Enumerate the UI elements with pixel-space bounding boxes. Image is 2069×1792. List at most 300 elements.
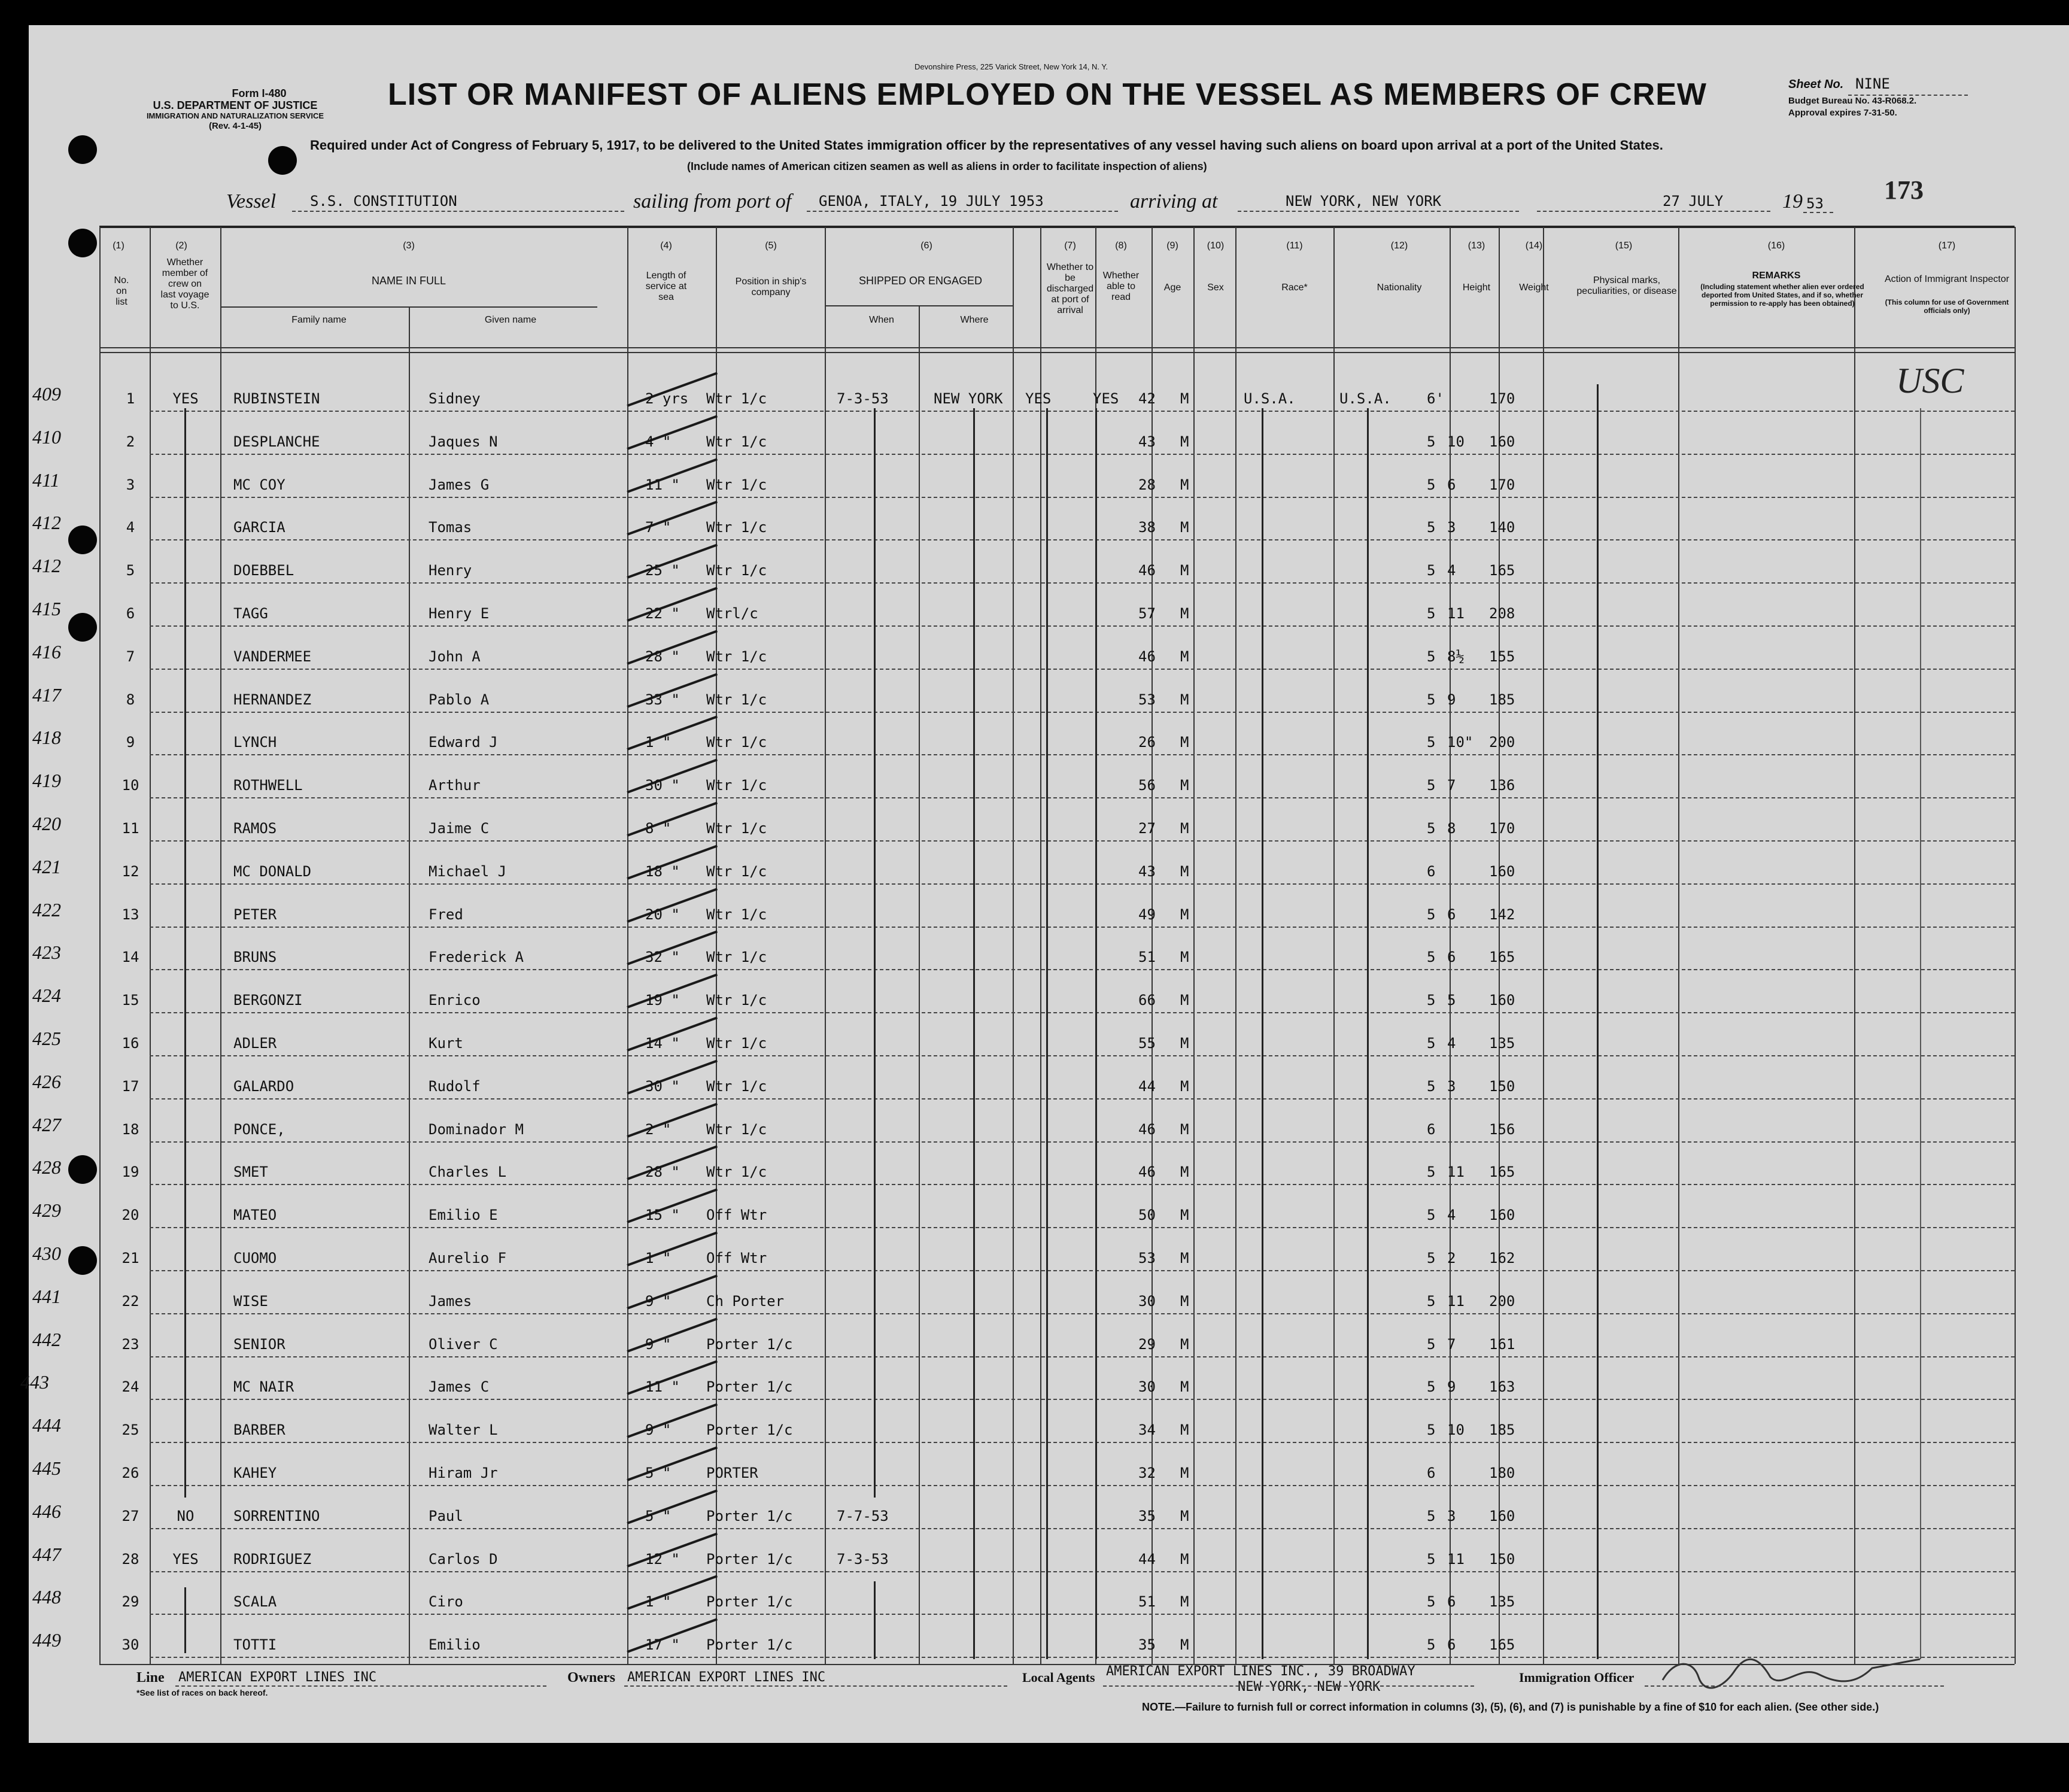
cell-position: Porter 1/c: [706, 1422, 793, 1439]
cell-weight: 185: [1489, 1422, 1515, 1439]
cell-sex: M: [1180, 1465, 1189, 1481]
cell-family: HERNANDEZ: [233, 691, 312, 708]
reference-number: 423: [32, 941, 61, 964]
col16-header: REMARKS: [1752, 271, 1801, 281]
col6-number: (6): [920, 241, 932, 251]
cell-age: 28: [1138, 476, 1156, 493]
cell-family: CUOMO: [233, 1250, 277, 1266]
cell-position: Wtr 1/c: [706, 1077, 767, 1095]
sailing-label: sailing from port of: [633, 190, 792, 212]
cell-service: 5 ": [645, 1465, 672, 1481]
cell-disch: YES: [1025, 390, 1052, 407]
cell-family: PONCE,: [233, 1120, 285, 1138]
table-row: [29, 1105, 2069, 1149]
cell-service: 11 ": [645, 1378, 680, 1396]
cell-position: Wtr 1/c: [706, 691, 767, 708]
cell-no: 24: [121, 1378, 139, 1396]
col14-number: (14): [1525, 241, 1543, 251]
cell-position: Wtr 1/c: [706, 777, 767, 794]
cell-sex: M: [1180, 992, 1189, 1009]
penalty-note: NOTE.—Failure to furnish full or correct information in columns (3), (5), (6), and (7) is punishable by a fine of $10 for each alien. (See other side.): [1142, 1701, 1879, 1713]
table-row: [29, 1578, 2069, 1621]
col7-number: (7): [1064, 241, 1076, 251]
cell-service: 30 ": [645, 1077, 680, 1095]
cell-family: MC DONALD: [233, 862, 312, 880]
cell-hin: 8: [1447, 820, 1456, 837]
cell-hin: 6: [1447, 949, 1456, 966]
cell-family: RUBINSTEIN: [233, 390, 320, 407]
cell-hin: 4: [1447, 562, 1456, 579]
cell-age: 56: [1138, 777, 1156, 794]
cell-position: Wtr 1/c: [706, 820, 767, 837]
col14-header: Weight: [1519, 283, 1549, 293]
cell-age: 51: [1138, 1593, 1156, 1611]
cell-hin: 9: [1447, 691, 1456, 708]
cell-sex: M: [1180, 433, 1189, 450]
cell-weight: 200: [1489, 1292, 1515, 1310]
cell-service: 2 ": [645, 1120, 672, 1138]
cell-hft: 6': [1427, 390, 1444, 407]
cell-position: Porter 1/c: [706, 1550, 793, 1568]
cell-service: 7 ": [645, 519, 672, 536]
cell-hft: 6: [1427, 1465, 1436, 1481]
table-row: [29, 1449, 2069, 1492]
cell-family: TOTTI: [233, 1636, 277, 1654]
cell-age: 38: [1138, 519, 1156, 536]
table-row: [29, 848, 2069, 891]
cell-age: 27: [1138, 820, 1156, 837]
cell-family: SMET: [233, 1164, 268, 1181]
cell-family: BARBER: [233, 1422, 285, 1439]
inspector-initials: USC: [1896, 361, 1964, 400]
cell-hft: 5: [1427, 433, 1436, 450]
cell-position: Porter 1/c: [706, 1593, 793, 1611]
officer-label: Immigration Officer: [1519, 1670, 1634, 1685]
punch-hole: [68, 135, 97, 164]
cell-sex: M: [1180, 1378, 1189, 1396]
cell-hft: 5: [1427, 734, 1436, 751]
table-row: [29, 1019, 2069, 1062]
table-row: [29, 418, 2069, 461]
cell-hft: 5: [1427, 1077, 1436, 1095]
cell-weight: 150: [1489, 1077, 1515, 1095]
cell-when: 7-3-53: [837, 1550, 889, 1568]
reference-number: 416: [32, 640, 61, 663]
cell-given: Jaime C: [429, 820, 490, 837]
cell-hin: 6: [1447, 1593, 1456, 1611]
table-row: [20, 1363, 2069, 1406]
cell-no: 19: [121, 1164, 139, 1181]
cell-service: 4 ": [645, 433, 672, 450]
cell-hft: 5: [1427, 562, 1436, 579]
col8-number: (8): [1115, 241, 1127, 251]
cell-age: 57: [1138, 605, 1156, 622]
cell-service: 9 ": [645, 1335, 672, 1353]
col7-header: Whether to be discharged at port of arrival: [1046, 262, 1094, 315]
col6-where-header: Where: [960, 315, 989, 325]
col6-when-header: When: [869, 315, 894, 325]
cell-no: 12: [121, 862, 139, 880]
cell-no: 4: [126, 519, 135, 536]
cell-no: 8: [126, 691, 135, 708]
cell-family: MATEO: [233, 1207, 277, 1224]
cell-given: Pablo A: [429, 691, 490, 708]
reference-number: 421: [32, 855, 61, 877]
cell-age: 66: [1138, 992, 1156, 1009]
col17-number: (17): [1938, 241, 1956, 251]
col3-given-header: Given name: [484, 315, 537, 325]
table-row: [29, 633, 2069, 676]
reference-number: 445: [32, 1457, 61, 1479]
cell-service: 25 ": [645, 562, 680, 579]
cell-position: Porter 1/c: [706, 1636, 793, 1654]
cell-hin: 11: [1447, 1164, 1465, 1181]
cell-service: 2 yrs: [645, 390, 689, 407]
cell-family: RAMOS: [233, 820, 277, 837]
cell-age: 30: [1138, 1292, 1156, 1310]
cell-service: 20 ": [645, 906, 680, 923]
col3-family-header: Family name: [291, 315, 347, 325]
cell-hft: 6: [1427, 1120, 1436, 1138]
reference-number: 415: [32, 598, 61, 619]
cell-weight: 140: [1489, 519, 1515, 536]
reference-number: 446: [32, 1500, 61, 1522]
cell-weight: 156: [1489, 1120, 1515, 1138]
cell-hft: 5: [1427, 519, 1436, 536]
cell-weight: 160: [1489, 1207, 1515, 1224]
cell-service: 32 ": [645, 949, 680, 966]
cell-hft: 5: [1427, 476, 1436, 493]
cell-family: LYNCH: [233, 734, 277, 751]
col10-number: (10): [1207, 241, 1225, 251]
cell-given: Emilio: [429, 1636, 481, 1654]
cell-given: James G: [429, 476, 490, 493]
reference-number: 426: [32, 1070, 61, 1092]
cell-age: 29: [1138, 1335, 1156, 1353]
cell-sex: M: [1180, 1335, 1189, 1353]
cell-position: Ch Porter: [706, 1292, 785, 1310]
service: IMMIGRATION AND NATURALIZATION SERVICE: [146, 111, 324, 120]
col13-number: (13): [1468, 241, 1485, 251]
cell-given: Michael J: [429, 862, 507, 880]
reference-number: 425: [32, 1028, 61, 1049]
punch-hole: [268, 146, 297, 175]
cell-family: ROTHWELL: [233, 777, 303, 794]
cell-position: Off Wtr: [706, 1250, 767, 1266]
col3-header: NAME IN FULL: [371, 275, 446, 287]
cell-sex: M: [1180, 1250, 1189, 1266]
col6-header: SHIPPED OR ENGAGED: [858, 275, 983, 287]
cell-position: Porter 1/c: [706, 1378, 793, 1396]
table-row: [29, 1406, 2069, 1449]
cell-no: 20: [121, 1207, 139, 1224]
cell-weight: 160: [1489, 862, 1515, 880]
cell-age: 44: [1138, 1550, 1156, 1568]
cell-weight: 165: [1489, 1164, 1515, 1181]
printer-credit: Devonshire Press, 225 Varick Street, New York 14, N. Y.: [915, 62, 1108, 71]
cell-service: 14 ": [645, 1035, 680, 1052]
cell-given: Edward J: [429, 734, 498, 751]
cell-given: Carlos D: [429, 1550, 498, 1568]
cell-family: MC NAIR: [233, 1378, 294, 1396]
cell-weight: 160: [1489, 433, 1515, 450]
col1-header: No. on list: [114, 275, 129, 307]
col17-subheader: (This column for use of Government officials only): [1885, 298, 2009, 315]
col15-number: (15): [1615, 241, 1633, 251]
col4-header: Length of service at sea: [645, 271, 687, 302]
cell-sex: M: [1180, 906, 1189, 923]
table-row: [29, 933, 2069, 976]
cell-when: 7-7-53: [837, 1507, 889, 1524]
cell-weight: 160: [1489, 1507, 1515, 1524]
cell-given: Hiram Jr: [429, 1465, 498, 1481]
cell-no: 23: [121, 1335, 139, 1353]
cell-family: DOEBBEL: [233, 562, 294, 579]
col11-header: Race*: [1281, 283, 1308, 293]
cell-family: ADLER: [233, 1035, 277, 1052]
cell-family: MC COY: [233, 476, 285, 493]
subtitle-note: (Include names of American citizen seamen as well as aliens in order to facilitate inspection of aliens): [687, 160, 1207, 172]
cell-given: Oliver C: [429, 1335, 498, 1353]
reference-number: 449: [32, 1629, 61, 1651]
cell-weight: 155: [1489, 648, 1515, 665]
cell-no: 11: [121, 820, 139, 837]
cell-hft: 5: [1427, 949, 1436, 966]
cell-hin: 7: [1447, 777, 1456, 794]
cell-position: Wtr 1/c: [706, 648, 767, 665]
cell-service: 1 ": [645, 1593, 672, 1611]
budget-bureau: Budget Bureau No. 43-R068.2.: [1788, 96, 1917, 106]
cell-weight: 185: [1489, 691, 1515, 708]
cell-weight: 208: [1489, 605, 1515, 622]
cell-family: DESPLANCHE: [233, 433, 320, 450]
reference-number: 429: [32, 1199, 61, 1222]
cell-no: 10: [121, 777, 139, 794]
cell-position: Porter 1/c: [706, 1507, 793, 1524]
cell-given: John A: [429, 648, 481, 665]
cell-given: Sidney: [429, 390, 481, 407]
cell-age: 34: [1138, 1422, 1156, 1439]
cell-given: Ciro: [429, 1593, 463, 1611]
cell-sex: M: [1180, 605, 1189, 622]
cell-sex: M: [1180, 1507, 1189, 1524]
table-row: [29, 804, 2069, 848]
cell-service: 1 ": [645, 734, 672, 751]
reference-number: 420: [32, 813, 61, 834]
table-row: [29, 461, 2069, 504]
cell-sex: M: [1180, 1593, 1189, 1611]
reference-number: 428: [32, 1156, 61, 1179]
cell-service: 5 ": [645, 1507, 672, 1524]
cell-position: PORTER: [706, 1465, 758, 1481]
cell-weight: 180: [1489, 1465, 1515, 1481]
cell-hft: 5: [1427, 820, 1436, 837]
cell-age: 46: [1138, 1120, 1156, 1138]
cell-sex: M: [1180, 562, 1189, 579]
reference-number: 409: [32, 383, 61, 405]
cell-age: 46: [1138, 562, 1156, 579]
cell-hft: 5: [1427, 1207, 1436, 1224]
reference-number: 419: [32, 770, 61, 792]
cell-position: Wtr 1/c: [706, 734, 767, 751]
owners-label: Owners: [567, 1670, 615, 1685]
cell-sex: M: [1180, 476, 1189, 493]
reference-number: 430: [32, 1243, 61, 1264]
cell-given: Jaques N: [429, 433, 498, 450]
cell-service: 28 ": [645, 648, 680, 665]
cell-hft: 5: [1427, 1292, 1436, 1310]
cell-hin: 5: [1447, 992, 1456, 1009]
line-value: AMERICAN EXPORT LINES INC: [178, 1670, 377, 1685]
cell-service: 33 ": [645, 691, 680, 708]
cell-position: Wtr 1/c: [706, 906, 767, 923]
cell-hin: 11: [1447, 1550, 1465, 1568]
cell-no: 30: [121, 1636, 139, 1654]
cell-weight: 135: [1489, 1593, 1515, 1611]
cell-no: 1: [126, 390, 135, 407]
cell-given: James C: [429, 1378, 490, 1396]
cell-position: Wtr 1/c: [706, 1035, 767, 1052]
cell-no: 2: [126, 433, 135, 450]
cell-family: KAHEY: [233, 1465, 277, 1481]
col3-number: (3): [403, 241, 415, 251]
cell-age: 53: [1138, 691, 1156, 708]
cell-no: 18: [121, 1120, 139, 1138]
table-row: [29, 1320, 2069, 1363]
cell-hin: 7: [1447, 1335, 1456, 1353]
cell-weight: 170: [1489, 390, 1515, 407]
table-row: [29, 1191, 2069, 1234]
cell-sex: M: [1180, 1207, 1189, 1224]
cell-given: Aurelio F: [429, 1250, 507, 1266]
cell-hin: 6: [1447, 1636, 1456, 1654]
col15-header: Physical marks, peculiarities, or disease: [1576, 275, 1677, 296]
cell-age: 26: [1138, 734, 1156, 751]
cell-hft: 5: [1427, 1550, 1436, 1568]
cell-hin: 2: [1447, 1250, 1456, 1266]
page-stamp: 173: [1884, 175, 1924, 205]
col5-header: Position in ship's company: [735, 277, 807, 297]
cell-where: NEW YORK: [934, 390, 1003, 407]
col17-header: Action of Immigrant Inspector: [1884, 274, 2010, 284]
sheet-label: Sheet No.: [1788, 78, 1844, 91]
punch-hole: [68, 229, 97, 257]
cell-family: GARCIA: [233, 519, 285, 536]
cell-given: Charles L: [429, 1164, 507, 1181]
cell-sex: M: [1180, 390, 1189, 407]
reference-number: 443: [20, 1371, 49, 1393]
cell-position: Wtr 1/c: [706, 862, 767, 880]
cell-given: Tomas: [429, 519, 472, 536]
cell-sex: M: [1180, 949, 1189, 966]
cell-service: 9 ": [645, 1422, 672, 1439]
table-row: [29, 891, 2069, 934]
table-row: [29, 546, 2069, 590]
cell-no: 14: [121, 949, 139, 966]
cell-no: 16: [121, 1035, 139, 1052]
table-row: [29, 503, 2069, 546]
cell-position: Wtr 1/c: [706, 433, 767, 450]
cell-hft: 5: [1427, 1593, 1436, 1611]
cell-no: 3: [126, 476, 135, 493]
form-revision: (Rev. 4-1-45): [208, 121, 262, 131]
cell-age: 55: [1138, 1035, 1156, 1052]
cell-no: 28: [121, 1550, 139, 1568]
arriving-label: arriving at: [1130, 190, 1218, 212]
agents-line2: NEW YORK, NEW YORK: [1238, 1679, 1381, 1694]
cell-weight: 136: [1489, 777, 1515, 794]
cell-hft: 5: [1427, 992, 1436, 1009]
table-row: [29, 590, 2069, 633]
cell-family: TAGG: [233, 605, 268, 622]
sheet-number: NINE: [1855, 75, 1890, 92]
cell-hin: 3: [1447, 519, 1456, 536]
col12-number: (12): [1390, 241, 1408, 251]
cell-no: 26: [121, 1465, 139, 1481]
cell-hft: 5: [1427, 1378, 1436, 1396]
cell-weight: 170: [1489, 476, 1515, 493]
cell-age: 46: [1138, 648, 1156, 665]
cell-position: Wtr 1/c: [706, 992, 767, 1009]
cell-no: 7: [126, 648, 135, 665]
cell-given: Arthur: [429, 777, 481, 794]
cell-age: 49: [1138, 906, 1156, 923]
cell-hin: 11: [1447, 605, 1465, 622]
cell-sex: M: [1180, 1077, 1189, 1095]
cell-hft: 5: [1427, 1507, 1436, 1524]
cell-given: Frederick A: [429, 949, 524, 966]
cell-weight: 170: [1489, 820, 1515, 837]
cell-hin: 10: [1447, 433, 1465, 450]
cell-sex: M: [1180, 1422, 1189, 1439]
subtitle: Required under Act of Congress of February 5, 1917, to be delivered to the United States immigration officer by the representatives of any vessel having such aliens on board upon arrival at a port of the United States.: [310, 138, 1663, 153]
cell-age: 51: [1138, 949, 1156, 966]
cell-no: 25: [121, 1422, 139, 1439]
page-title: LIST OR MANIFEST OF ALIENS EMPLOYED ON THE VESSEL AS MEMBERS OF CREW: [388, 77, 1707, 112]
cell-age: 43: [1138, 433, 1156, 450]
cell-sex: M: [1180, 1035, 1189, 1052]
cell-sex: M: [1180, 519, 1189, 536]
cell-weight: 160: [1489, 992, 1515, 1009]
cell-family: GALARDO: [233, 1077, 294, 1095]
cell-age: 32: [1138, 1465, 1156, 1481]
cell-age: 35: [1138, 1507, 1156, 1524]
cell-position: Porter 1/c: [706, 1335, 793, 1353]
vessel-label: Vessel: [226, 190, 277, 212]
cell-position: Off Wtr: [706, 1207, 767, 1224]
cell-no: 27: [121, 1507, 139, 1524]
cell-family: PETER: [233, 906, 277, 923]
reference-number: 444: [32, 1414, 61, 1436]
cell-crew: NO: [177, 1507, 195, 1524]
cell-family: SORRENTINO: [233, 1507, 320, 1524]
col16-number: (16): [1767, 241, 1785, 251]
cell-position: Wtr 1/c: [706, 949, 767, 966]
cell-service: 9 ": [645, 1292, 672, 1310]
cell-hft: 5: [1427, 1422, 1436, 1439]
cell-hft: 5: [1427, 605, 1436, 622]
cell-sex: M: [1180, 691, 1189, 708]
col2-number: (2): [175, 241, 187, 251]
cell-service: 1 ": [645, 1250, 672, 1266]
cell-weight: 165: [1489, 949, 1515, 966]
cell-given: Rudolf: [429, 1077, 481, 1095]
cell-family: WISE: [233, 1292, 268, 1310]
cell-no: 6: [126, 605, 135, 622]
cell-age: 46: [1138, 1164, 1156, 1181]
cell-no: 5: [126, 562, 135, 579]
cell-sex: M: [1180, 1550, 1189, 1568]
